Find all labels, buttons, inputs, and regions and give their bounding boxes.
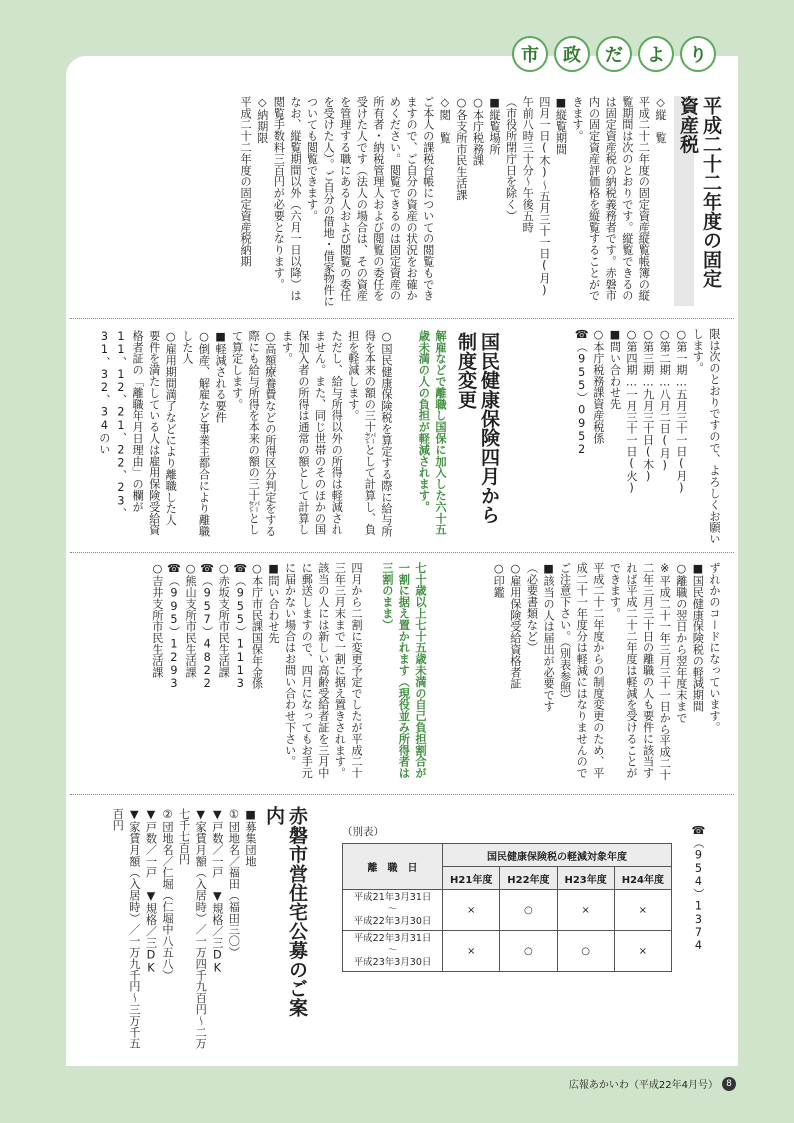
header-badge: 市 bbox=[512, 36, 548, 72]
header-badge: だ bbox=[596, 36, 632, 72]
period-start: 平成21年3月31日 bbox=[353, 892, 432, 903]
article-title-nhi: 国民健康保険四月から制度変更 bbox=[455, 332, 500, 524]
article-continuation-nhi-dates: 限は次のとおりですので、よろしくお願いします。 ○第一期…五月三十一日(月) ○第二期…八月二日(月) ○第三期…九月三十日(木) ○第四期…一月三十一日(火) ■問い合わせ先 ○本庁税務課資産税係 ☎（955）0952 bbox=[575, 328, 721, 545]
page-footer bbox=[569, 1076, 736, 1091]
section-divider bbox=[70, 318, 734, 319]
table bbox=[342, 843, 672, 972]
table-cell: ○ bbox=[557, 931, 614, 972]
article-title-municipal-housing: 赤磐市営住宅公募のご案内 bbox=[263, 806, 308, 1018]
header-badge: り bbox=[680, 36, 716, 72]
period-separator: ～ bbox=[387, 904, 398, 915]
article-continuation-nhi-reduction: ずれかのコードになっています。 ■国民健康保険税の軽減期間 ○離職の翌日から翌年度末まで ※平成二十一年三月三十一日から平成二十二年三月三十日の離職の人も要件に該当すれば平成二十二年度は軽減を受けることができます。 平成二十二年度からの制度変更のため、平成二十一年度分は軽減にはなりませんのでご注意下さい。（別表参照） ■該当の人は届出が必要です （必要書類など） ○雇用保険受給資格者証 ○印鑑 bbox=[492, 562, 721, 781]
article-body-municipal-housing: ■募集団地 ①団地名／福田（福田三〇） ▼戸数／一戸 ▼規格／三DK ▼家賃月額（入居時）／一万四千九百円～二万七千七百円 ②団地名／仁堀（仁堀中八五八） ▼戸数／一戸 ▼規格／三DK ▼家賃月額（入居時）／一万九千円～三万千五百円 bbox=[111, 808, 257, 1050]
table-header-year: H24年度 bbox=[614, 867, 671, 890]
table-cell: × bbox=[557, 890, 614, 931]
page-number: 8 bbox=[722, 1077, 736, 1091]
table-cell-period bbox=[343, 931, 443, 972]
table-header-year: H21年度 bbox=[443, 867, 500, 890]
table-cell-period bbox=[343, 890, 443, 931]
article-body-elderly: 四月から二割に変更予定でしたが平成二十三年三月末まで一割に据え置きされます。 該当の人には新しい高齢受給者証を三月中に郵送しますので、四月になってもお手元に届かない場合はお問い合わせ下さい。 ■問い合わせ先 ○本庁市民課国保年金係 ☎（955）1113 ○赤坂支所市民生活課 ☎（957）4822 ○熊山支所市民生活課 ☎（995）1293 ○吉井支所市民生活課 bbox=[150, 562, 363, 779]
table-cell: ○ bbox=[500, 890, 557, 931]
table-header-year: H22年度 bbox=[500, 867, 557, 890]
footer-publication: 広報あかいわ（平成22年4月号） bbox=[568, 1080, 718, 1091]
table-label: （別表） bbox=[342, 826, 384, 838]
header-badge: よ bbox=[638, 36, 674, 72]
article-lead-nhi: 解雇などで離職し国保に加入した六十五歳未満の人の負担が軽減されます。 bbox=[417, 330, 447, 536]
table-caption: 国民健康保険税の軽減対象年度 bbox=[443, 844, 672, 867]
section-header bbox=[512, 36, 716, 72]
period-end: 平成23年3月30日 bbox=[353, 957, 432, 968]
article-title-fixed-asset-tax: 平成二十二年度の固定資産税 bbox=[674, 96, 722, 306]
header-badge: 政 bbox=[554, 36, 590, 72]
article-body-fixed-asset-tax: ◇縦 覧 平成二十二年度の固定資産縦覧帳簿の縦覧期間は次のとおりです。縦覧できるのは固定資産税の納税義務者です。赤磐市内の固定資産評価格を縦覧することができます。 ■縦覧期間 四月一日(木)～五月三十一日(月) 午前八時三十分～午後五時 （市役所閉庁日を除く） ■縦覧場所 ○本庁税務課 ○各支所市民生活課 ◇閲 覧 ご本人の課税台帳についての閲覧もできますので、ご自分の資産の状況をお確かめください。閲覧できるのは固定資産の所有者・納税管理人および閲覧の委任を受けた人です（法人の場合は、その資産を管理する職にある人および閲覧の委任を受けた人）。ご自分の借地・借家物件についても閲覧できます。 なお、縦覧期間以外（六月一日以降）は閲覧手数料三百円が必要となります。 ◇納期限 平成二十二年度の固定資産税納期 bbox=[239, 96, 667, 307]
table-cell: × bbox=[614, 931, 671, 972]
table-row bbox=[343, 890, 672, 931]
contact-phone: ☎（954）1374 bbox=[692, 824, 705, 953]
section-divider bbox=[70, 552, 734, 553]
table-header-year: H23年度 bbox=[557, 867, 614, 890]
reduction-year-table bbox=[342, 824, 672, 972]
period-separator: ～ bbox=[387, 945, 398, 956]
table-cell: × bbox=[443, 890, 500, 931]
period-start: 平成22年3月31日 bbox=[353, 933, 432, 944]
table-row bbox=[343, 931, 672, 972]
period-end: 平成22年3月30日 bbox=[353, 916, 432, 927]
article-highlight-elderly: 七十歳以上七十五歳未満の自己負担割合が一割に据え置かれます（現役並み所得者は三割のまま） bbox=[380, 562, 427, 779]
table-cell: × bbox=[614, 890, 671, 931]
table-cell: ○ bbox=[500, 931, 557, 972]
article-body-nhi: ○国民健康保険税を算定する際に給与所得を本来の額の三十㌫として計算し、負担を軽減します。 ただし、給与所得以外の所得は軽減されません。また、同じ世帯のそのほかの国保加入者の所得は通常の額として計算します。 ○高額療養費などの所得区分判定をする際にも給与所得を本来の額の三十㌫として算定します。 ■軽減される要件 ○倒産、解雇など事業主都合により離職した人 ○雇用期間満了などにより離職した人 要件を満たしている人は雇用保険受給資格者証の「離職年月日理由」の欄が11、12、21、22、23、31、32、34のい bbox=[97, 330, 393, 537]
table-cell: × bbox=[443, 931, 500, 972]
section-divider bbox=[70, 794, 734, 795]
table-header-retirement-date: 離 職 日 bbox=[343, 844, 443, 890]
